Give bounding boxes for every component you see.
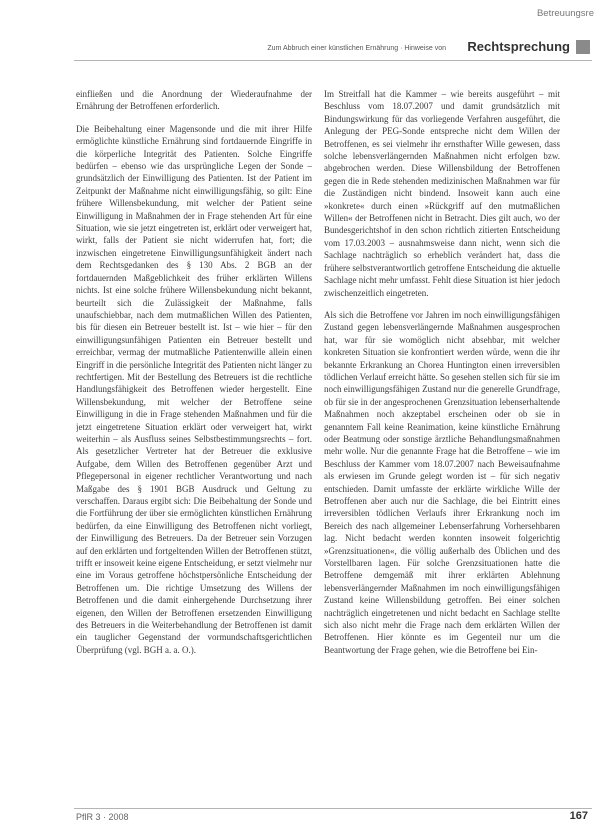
paragraph: einfließen und die Anordnung der Wiederaufnahme der Ernährung der Betroffenen erforderlich. [76,89,312,112]
section-tag: Betreuungsre [536,8,594,19]
header-divider [74,60,592,61]
journal-issue: PflR 3 · 2008 [76,812,129,822]
paragraph: Die Beibehaltung einer Magensonde und die mit ihrer Hilfe ermöglichte künstliche Ernährung sind fortdauernde Eingriffe in die körperliche Integrität des Patienten. Solche Eingriffe bedürfen – ebenso wie das ursprüngliche Legen der Sonde – grundsätzlich der Einwilligung des Patienten. Ist der Patient im Zeitpunkt der Maßnahme nicht einwilligungsfähig, so gilt: Eine frühere Willensbekundung, mit welcher der Patient seine Einwilligung in Maßnahmen der in Frage stehenden Art für eine Situation, wie sie jetzt eingetreten ist, erklärt oder verweigert hat, wirkt, falls der Patient sie nicht widerrufen hat, fort; die inzwischen eingetretene Einwilligungsunfähigkeit ändert nach dem Rechtsgedanken des § 130 Abs. 2 BGB an der fortdauernden Maßgeblichkeit des früher erklärten Willens nichts. Ist eine solche frühere Willensbekundung nicht bekannt, beurteilt sich die Zulässigkeit der Maßnahme, falls unaufschiebbar, nach dem mutmaßlichen Willen des Patienten, bis für diesen ein Betreuer bestellt ist. Ist – wie hier – für den einwilligungsunfähigen Patienten ein Betreuer bestellt und erreichbar, vermag der mutmaßliche Patientenwille allein einen Eingriff in die persönliche Integrität des Patienten nicht länger zu rechtfertigen. Mit der Bestellung des Betreuers ist die rechtliche Handlungsfähigkeit des Betroffenen wieder hergestellt. Eine Willensbekundung, mit welcher der Betroffene seine Einwilligung in die in Frage stehenden Maßnahmen und für die jetzt eingetretene Situation erklärt oder verweigert hat, wirkt weiterhin – als Ausfluss seines Selbstbestimmungsrechts – fort. Als gesetzlicher Vertreter hat der Betreuer die exklusive Aufgabe, dem Willen des Betroffenen gegenüber Arzt und Pflegepersonal in eigener rechtlicher Verantwortung und nach Maßgabe des § 1901 BGB Ausdruck und Geltung zu verschaffen. Daraus ergibt sich: Die Beibehaltung der Sonde und die Fortführung der über sie ermöglichten künstlichen Ernährung bedürfen, da eine Einwilligung des Betroffenen nicht vorliegt, der Einwilligung des Betreuers. Da der Betreuer sein Vorzugen auf den erklärten und fortgeltenden Willen der Betroffenen stützt, trifft er insoweit keine eigene Entscheidung, er setzt vielmehr nur eine im Voraus getroffene höchstpersönliche Entscheidung der Betroffenen um. Die richtige Umsetzung des Willens der Betroffenen und die damit einhergehende Durchsetzung ihrer eigenen, den Willen der Betroffenen ersetzenden Einwilligung des Betreuers in die Weiterbehandlung der Betroffenen ist damit ein tauglicher Gegenstand der vormundschaftsgerichtlichen Überprüfung (vgl. BGH a. a. O.). [76,123,312,655]
header-marker-square [576,40,590,54]
left-column [76,88,312,806]
running-header-title: Rechtsprechung [467,39,570,54]
right-column [324,88,560,806]
paragraph: Als sich die Betroffene vor Jahren im noch einwilligungsfähigen Zustand gegen lebensverlängernde Maßnahmen ausgesprochen hat, war für sie womöglich nicht absehbar, mit welcher konkreten Situation sie konfrontiert werden würde, wenn die ihr bekannte Erkrankung an Chorea Huntington einen irreversiblen tödlichen Verlauf erreicht hätte. So gesehen stellen sich für sie im noch einwilligungsfähigen Zustand nur die generelle Grundfrage, ob für sie in der angesprochenen Grenzsituation lebenserhaltende Maßnahmen noch akzeptabel erscheinen oder ob sie in genanntem Fall keine Reanimation, keine künstliche Ernährung oder Beatmung oder sonstige ärztliche Behandlungsmaßnahmen mehr wolle. Nur die genannte Frage hat die Betroffene – wie im Beschluss der Kammer vom 18.07.2007 nach Beweisaufnahme als erwiesen im Grunde gelegt worden ist – für sich negativ entschieden. Damit umfasste der erklärte wirkliche Wille der Betroffenen aber auch nur die Sachlage, die bei Eintritt eines irreversiblen tödlichen Verlaufs ihrer Erkrankung noch im Bereich des nach allgemeiner Lebenserfahrung Vorhersehbaren lag. Nicht bedacht werden konnten insoweit folgerichtig »Grenzsituationen«, die völlig außerhalb des Üblichen und des Vorstellbaren lagen. Für solche Grenzsituationen hatte die Betroffene demgemäß mit ihrer erklärten Ablehnung lebensverlängernder Maßnahmen im noch einwilligungsfähigen Zustand keine Willensbildung getroffen. Bei einer solchen nachträglich eingetretenen und nicht bedacht en Sachlage stellte sich also nicht mehr die Frage nach dem erklärten Willen der Betroffenen. Hier könnte es im Gegenteil nur um die Beantwortung der Frage gehen, wie die Betroffene bei Ein- [324,309,560,655]
page-number: 167 [569,810,588,822]
footer-divider [74,808,592,809]
running-header-subtitle: Zum Abbruch einer künstlichen Ernährung · Hinweise von [267,45,446,52]
paragraph: Im Streitfall hat die Kammer – wie bereits ausgeführt – mit Beschluss vom 18.07.2007 und damit grundsätzlich mit Bindungswirkung für das vorliegende Verfahren ausgeführt, die Anlegung der PEG-Sonde entspreche nicht dem Willen der Betroffenen, es sei vielmehr ihr ernsthafter Wille gewesen, dass solche lebensverlängernden Maßnahmen nicht erfolgen bzw. abgebrochen werden. Diese Willensbildung der Betroffenen gegen die in Rede stehenden medizinischen Maßnahmen war für die Zuständigen nicht bindend. Insoweit kann auch eine »konkrete« durch einen »Rückgriff auf den mutmaßlichen Willen« der Betroffenen nicht in Betracht. Dies gilt auch, wo der Bundesgerichtshof in den schon richtlich zitierten Entscheidung vom 17.03.2003 – ausnahmsweise dann nicht, wenn sich die Sachlage nachträglich so erheblich verändert hat, dass die frühere selbstverantwortlich getroffene Entscheidung die aktuelle Sachlage nicht mehr umfasst. Fehlt diese Situation ist hier jedoch zwischenzeitlich eingetreten. [324,89,560,298]
